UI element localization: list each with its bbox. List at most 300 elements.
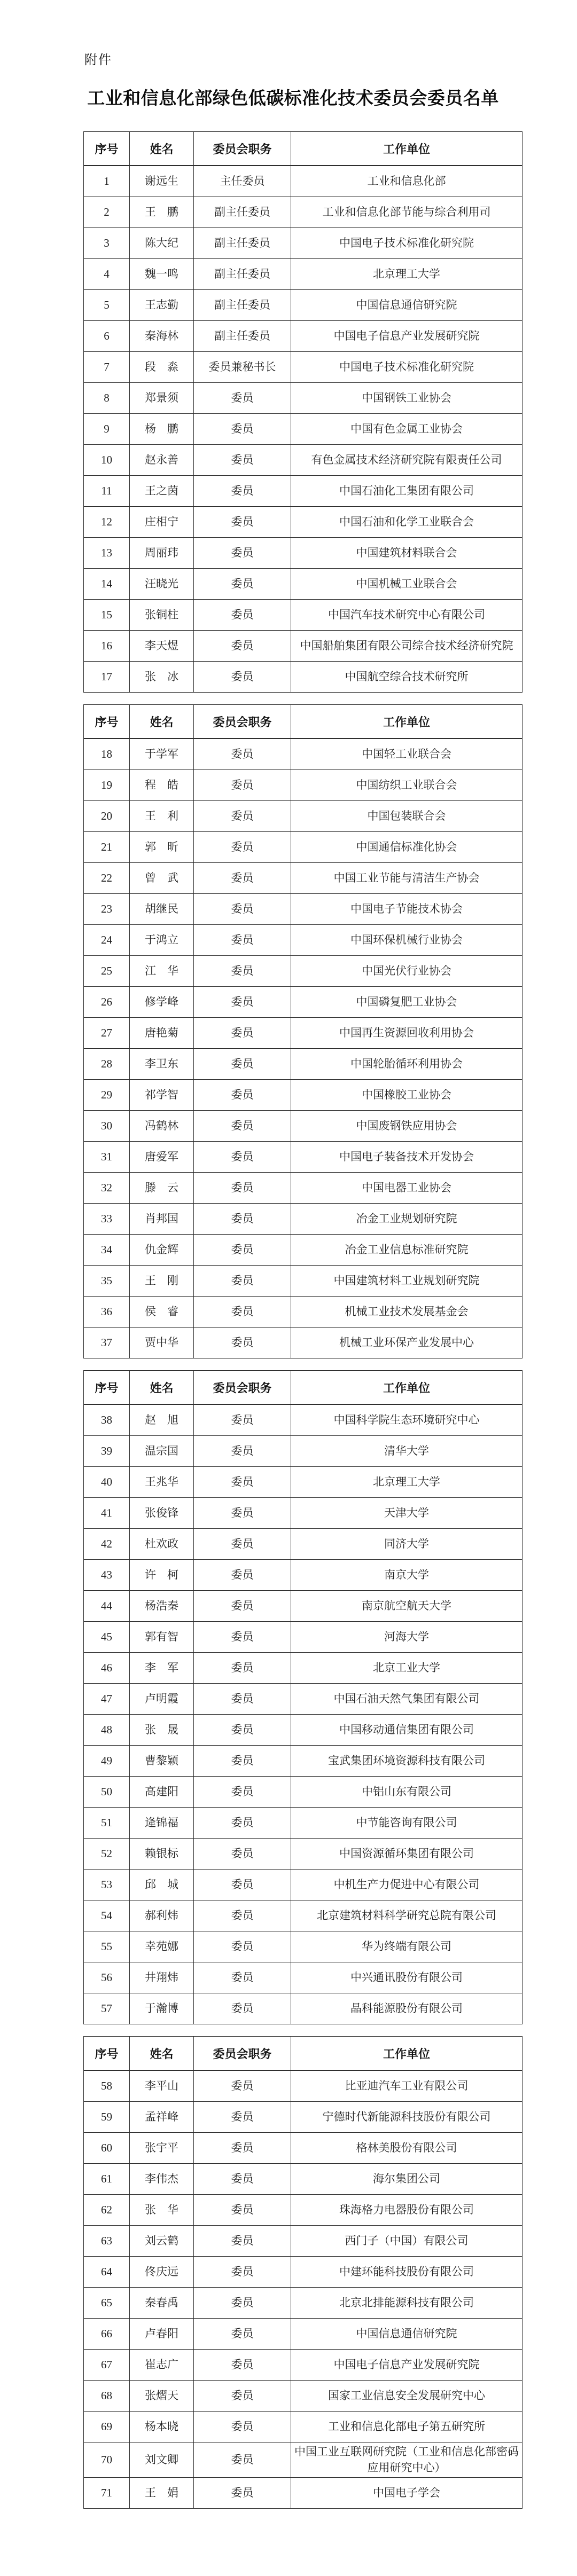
member-table-1 xyxy=(83,131,523,693)
cell-role: 副主任委员 xyxy=(194,197,291,228)
cell-seq: 61 xyxy=(84,2164,130,2195)
cell-role: 委员 xyxy=(194,1328,291,1358)
cell-seq: 29 xyxy=(84,1080,130,1111)
column-header: 序号 xyxy=(84,132,130,166)
cell-role: 委员 xyxy=(194,1266,291,1297)
cell-name: 邱 城 xyxy=(130,1870,194,1900)
cell-role: 委员 xyxy=(194,2226,291,2257)
cell-seq: 50 xyxy=(84,1777,130,1808)
table-row xyxy=(84,538,523,569)
cell-seq: 68 xyxy=(84,2381,130,2412)
table-row xyxy=(84,770,523,801)
cell-org: 北京理工大学 xyxy=(291,1467,523,1498)
cell-seq: 20 xyxy=(84,801,130,832)
cell-name: 张 华 xyxy=(130,2195,194,2226)
cell-org: 宁德时代新能源科技股份有限公司 xyxy=(291,2102,523,2133)
cell-org: 中国轻工业联合会 xyxy=(291,739,523,770)
cell-seq: 41 xyxy=(84,1498,130,1529)
cell-role: 委员 xyxy=(194,1808,291,1839)
table-row xyxy=(84,2350,523,2381)
table-row xyxy=(84,2070,523,2102)
cell-org: 中国船舶集团有限公司综合技术经济研究院 xyxy=(291,631,523,662)
table-header-row xyxy=(84,1371,523,1405)
cell-org: 南京航空航天大学 xyxy=(291,1591,523,1622)
cell-seq: 63 xyxy=(84,2226,130,2257)
cell-role: 委员 xyxy=(194,956,291,987)
table-row xyxy=(84,1204,523,1235)
cell-org: 中国工业节能与清洁生产协会 xyxy=(291,863,523,894)
cell-name: 温宗国 xyxy=(130,1436,194,1467)
cell-role: 委员 xyxy=(194,1529,291,1560)
cell-org: 北京工业大学 xyxy=(291,1653,523,1684)
column-header: 工作单位 xyxy=(291,1371,523,1405)
cell-name: 赖银标 xyxy=(130,1839,194,1870)
column-header: 姓名 xyxy=(130,2037,194,2071)
table-row xyxy=(84,1173,523,1204)
column-header: 序号 xyxy=(84,2037,130,2071)
cell-org: 中国建筑材料联合会 xyxy=(291,538,523,569)
table-row xyxy=(84,863,523,894)
cell-name: 贾中华 xyxy=(130,1328,194,1358)
cell-name: 于鸿立 xyxy=(130,925,194,956)
cell-org: 冶金工业规划研究院 xyxy=(291,1204,523,1235)
column-header: 姓名 xyxy=(130,705,194,739)
cell-seq: 15 xyxy=(84,600,130,631)
cell-role: 委员 xyxy=(194,832,291,863)
cell-name: 郭 昕 xyxy=(130,832,194,863)
cell-name: 王 鹏 xyxy=(130,197,194,228)
cell-org: 格林美股份有限公司 xyxy=(291,2133,523,2164)
cell-role: 委员 xyxy=(194,1591,291,1622)
cell-name: 杨浩秦 xyxy=(130,1591,194,1622)
cell-org: 中国建筑材料工业规划研究院 xyxy=(291,1266,523,1297)
cell-seq: 12 xyxy=(84,507,130,538)
cell-seq: 17 xyxy=(84,662,130,693)
cell-seq: 28 xyxy=(84,1049,130,1080)
cell-role: 委员 xyxy=(194,1931,291,1962)
cell-name: 修学峰 xyxy=(130,987,194,1018)
page-title: 工业和信息化部绿色低碳标准化技术委员会委员名单 xyxy=(87,88,499,108)
cell-seq: 33 xyxy=(84,1204,130,1235)
cell-role: 委员 xyxy=(194,2477,291,2508)
cell-seq: 60 xyxy=(84,2133,130,2164)
table-row xyxy=(84,352,523,383)
table-row xyxy=(84,2257,523,2288)
table-row xyxy=(84,2226,523,2257)
cell-org: 中机生产力促进中心有限公司 xyxy=(291,1870,523,1900)
cell-org: 中国有色金属工业协会 xyxy=(291,414,523,445)
cell-org: 珠海格力电器股份有限公司 xyxy=(291,2195,523,2226)
table-row xyxy=(84,1746,523,1777)
cell-org: 工业和信息化部节能与综合利用司 xyxy=(291,197,523,228)
member-table-4 xyxy=(83,2036,523,2509)
cell-org: 中国资源循环集团有限公司 xyxy=(291,1839,523,1870)
table-row xyxy=(84,1266,523,1297)
cell-org: 河海大学 xyxy=(291,1622,523,1653)
cell-role: 委员 xyxy=(194,1839,291,1870)
cell-seq: 52 xyxy=(84,1839,130,1870)
column-header: 委员会职务 xyxy=(194,2037,291,2071)
cell-seq: 8 xyxy=(84,383,130,414)
cell-name: 于瀚博 xyxy=(130,1993,194,2024)
cell-role: 委员 xyxy=(194,1993,291,2024)
cell-name: 汪晓光 xyxy=(130,569,194,600)
table-row xyxy=(84,2102,523,2133)
column-header: 工作单位 xyxy=(291,705,523,739)
cell-seq: 27 xyxy=(84,1018,130,1049)
cell-role: 委员 xyxy=(194,987,291,1018)
cell-name: 崔志广 xyxy=(130,2350,194,2381)
cell-seq: 70 xyxy=(84,2443,130,2478)
cell-seq: 13 xyxy=(84,538,130,569)
cell-org: 中国光伏行业协会 xyxy=(291,956,523,987)
table-row xyxy=(84,925,523,956)
cell-role: 委员 xyxy=(194,1777,291,1808)
cell-seq: 64 xyxy=(84,2257,130,2288)
column-header: 委员会职务 xyxy=(194,132,291,166)
cell-role: 委员 xyxy=(194,2319,291,2350)
cell-name: 张铜柱 xyxy=(130,600,194,631)
cell-role: 委员 xyxy=(194,1404,291,1436)
table-row xyxy=(84,1436,523,1467)
cell-seq: 44 xyxy=(84,1591,130,1622)
cell-org: 晶科能源股份有限公司 xyxy=(291,1993,523,2024)
cell-name: 刘云鹤 xyxy=(130,2226,194,2257)
cell-org: 中国再生资源回收利用协会 xyxy=(291,1018,523,1049)
cell-name: 肖邦国 xyxy=(130,1204,194,1235)
cell-org: 中节能咨询有限公司 xyxy=(291,1808,523,1839)
cell-name: 仇金辉 xyxy=(130,1235,194,1266)
cell-org: 中国电子信息产业发展研究院 xyxy=(291,2350,523,2381)
cell-org: 中国科学院生态环境研究中心 xyxy=(291,1404,523,1436)
cell-seq: 66 xyxy=(84,2319,130,2350)
cell-role: 委员 xyxy=(194,1049,291,1080)
member-table-2 xyxy=(83,704,523,1358)
cell-seq: 32 xyxy=(84,1173,130,1204)
table-row xyxy=(84,894,523,925)
cell-seq: 58 xyxy=(84,2070,130,2102)
cell-seq: 69 xyxy=(84,2412,130,2443)
table-row xyxy=(84,662,523,693)
cell-seq: 54 xyxy=(84,1900,130,1931)
cell-name: 李卫东 xyxy=(130,1049,194,1080)
cell-role: 委员 xyxy=(194,1204,291,1235)
table-header-row xyxy=(84,132,523,166)
table-row xyxy=(84,1328,523,1358)
cell-seq: 3 xyxy=(84,228,130,259)
cell-seq: 21 xyxy=(84,832,130,863)
cell-name: 周丽玮 xyxy=(130,538,194,569)
cell-role: 委员 xyxy=(194,1653,291,1684)
table-row xyxy=(84,1715,523,1746)
table-row xyxy=(84,1560,523,1591)
cell-name: 胡继民 xyxy=(130,894,194,925)
cell-org: 中国电子信息产业发展研究院 xyxy=(291,321,523,352)
cell-org: 南京大学 xyxy=(291,1560,523,1591)
cell-seq: 7 xyxy=(84,352,130,383)
cell-role: 主任委员 xyxy=(194,166,291,197)
cell-seq: 30 xyxy=(84,1111,130,1142)
cell-role: 委员 xyxy=(194,863,291,894)
cell-role: 委员 xyxy=(194,383,291,414)
cell-role: 委员 xyxy=(194,507,291,538)
cell-org: 中国橡胶工业协会 xyxy=(291,1080,523,1111)
table-row xyxy=(84,414,523,445)
cell-role: 委员 xyxy=(194,2257,291,2288)
cell-role: 委员 xyxy=(194,1235,291,1266)
cell-name: 王 利 xyxy=(130,801,194,832)
table-row xyxy=(84,987,523,1018)
table-row xyxy=(84,739,523,770)
cell-seq: 34 xyxy=(84,1235,130,1266)
cell-seq: 5 xyxy=(84,290,130,321)
cell-org: 中国电器工业协会 xyxy=(291,1173,523,1204)
cell-seq: 55 xyxy=(84,1931,130,1962)
cell-org: 中国废钢铁应用协会 xyxy=(291,1111,523,1142)
table-row xyxy=(84,1111,523,1142)
cell-org: 天津大学 xyxy=(291,1498,523,1529)
cell-role: 委员兼秘书长 xyxy=(194,352,291,383)
cell-seq: 53 xyxy=(84,1870,130,1900)
cell-name: 高建阳 xyxy=(130,1777,194,1808)
cell-org: 中国电子装备技术开发协会 xyxy=(291,1142,523,1173)
cell-org: 中国电子技术标准化研究院 xyxy=(291,228,523,259)
cell-name: 王 娟 xyxy=(130,2477,194,2508)
cell-org: 宝武集团环境资源科技有限公司 xyxy=(291,1746,523,1777)
cell-seq: 39 xyxy=(84,1436,130,1467)
cell-org: 机械工业技术发展基金会 xyxy=(291,1297,523,1328)
cell-seq: 23 xyxy=(84,894,130,925)
cell-org: 中国磷复肥工业协会 xyxy=(291,987,523,1018)
table-row xyxy=(84,1529,523,1560)
table-row xyxy=(84,1049,523,1080)
cell-seq: 4 xyxy=(84,259,130,290)
cell-org: 机械工业环保产业发展中心 xyxy=(291,1328,523,1358)
cell-role: 委员 xyxy=(194,770,291,801)
cell-role: 委员 xyxy=(194,2381,291,2412)
cell-org: 北京北排能源科技有限公司 xyxy=(291,2288,523,2319)
table-row xyxy=(84,1142,523,1173)
cell-role: 委员 xyxy=(194,2164,291,2195)
table-row xyxy=(84,228,523,259)
table-row xyxy=(84,1080,523,1111)
cell-role: 委员 xyxy=(194,2288,291,2319)
member-table-3 xyxy=(83,1370,523,2024)
cell-org: 有色金属技术经济研究院有限责任公司 xyxy=(291,445,523,476)
cell-name: 杨 鹏 xyxy=(130,414,194,445)
cell-seq: 49 xyxy=(84,1746,130,1777)
table-row xyxy=(84,600,523,631)
column-header: 序号 xyxy=(84,1371,130,1405)
cell-role: 委员 xyxy=(194,739,291,770)
cell-role: 副主任委员 xyxy=(194,259,291,290)
cell-org: 国家工业信息安全发展研究中心 xyxy=(291,2381,523,2412)
cell-org: 中国轮胎循环利用协会 xyxy=(291,1049,523,1080)
attachment-label: 附件 xyxy=(84,53,112,67)
cell-seq: 9 xyxy=(84,414,130,445)
table-row xyxy=(84,1467,523,1498)
cell-org: 同济大学 xyxy=(291,1529,523,1560)
cell-role: 副主任委员 xyxy=(194,228,291,259)
cell-role: 委员 xyxy=(194,801,291,832)
cell-org: 西门子（中国）有限公司 xyxy=(291,2226,523,2257)
cell-org: 中国石油和化学工业联合会 xyxy=(291,507,523,538)
cell-role: 委员 xyxy=(194,1684,291,1715)
cell-name: 张 晟 xyxy=(130,1715,194,1746)
cell-seq: 35 xyxy=(84,1266,130,1297)
cell-role: 委员 xyxy=(194,1622,291,1653)
table-row xyxy=(84,1931,523,1962)
cell-seq: 22 xyxy=(84,863,130,894)
table-row xyxy=(84,383,523,414)
cell-org: 中建环能科技股份有限公司 xyxy=(291,2257,523,2288)
cell-name: 佟庆远 xyxy=(130,2257,194,2288)
cell-role: 委员 xyxy=(194,894,291,925)
table-row xyxy=(84,1622,523,1653)
table-row xyxy=(84,1962,523,1993)
cell-name: 逄锦福 xyxy=(130,1808,194,1839)
cell-seq: 40 xyxy=(84,1467,130,1498)
table-row xyxy=(84,2412,523,2443)
cell-name: 李伟杰 xyxy=(130,2164,194,2195)
cell-seq: 46 xyxy=(84,1653,130,1684)
cell-seq: 71 xyxy=(84,2477,130,2508)
cell-seq: 14 xyxy=(84,569,130,600)
table-row xyxy=(84,197,523,228)
cell-seq: 16 xyxy=(84,631,130,662)
cell-name: 唐爱军 xyxy=(130,1142,194,1173)
cell-role: 委员 xyxy=(194,538,291,569)
table-row xyxy=(84,2164,523,2195)
cell-org: 中国石油天然气集团有限公司 xyxy=(291,1684,523,1715)
cell-name: 庄相宁 xyxy=(130,507,194,538)
table-row xyxy=(84,2133,523,2164)
table-row xyxy=(84,569,523,600)
table-row xyxy=(84,290,523,321)
cell-name: 李天煜 xyxy=(130,631,194,662)
cell-name: 杜欢政 xyxy=(130,1529,194,1560)
cell-role: 委员 xyxy=(194,1962,291,1993)
table-row xyxy=(84,801,523,832)
cell-org: 中兴通讯股份有限公司 xyxy=(291,1962,523,1993)
cell-seq: 47 xyxy=(84,1684,130,1715)
cell-name: 曾 武 xyxy=(130,863,194,894)
cell-role: 委员 xyxy=(194,2195,291,2226)
column-header: 工作单位 xyxy=(291,132,523,166)
cell-org: 中国信息通信研究院 xyxy=(291,290,523,321)
cell-name: 李 军 xyxy=(130,1653,194,1684)
table-row xyxy=(84,1684,523,1715)
cell-org: 海尔集团公司 xyxy=(291,2164,523,2195)
cell-org: 中国环保机械行业协会 xyxy=(291,925,523,956)
cell-role: 委员 xyxy=(194,569,291,600)
cell-role: 委员 xyxy=(194,1111,291,1142)
cell-org: 冶金工业信息标准研究院 xyxy=(291,1235,523,1266)
cell-role: 委员 xyxy=(194,1715,291,1746)
cell-role: 委员 xyxy=(194,414,291,445)
cell-org: 中国机械工业联合会 xyxy=(291,569,523,600)
cell-org: 中国通信标准化协会 xyxy=(291,832,523,863)
table-row xyxy=(84,1498,523,1529)
table-row xyxy=(84,832,523,863)
cell-org: 北京理工大学 xyxy=(291,259,523,290)
cell-org: 中国石油化工集团有限公司 xyxy=(291,476,523,507)
cell-role: 委员 xyxy=(194,2133,291,2164)
table-row xyxy=(84,476,523,507)
table-row xyxy=(84,1297,523,1328)
cell-name: 秦海林 xyxy=(130,321,194,352)
cell-seq: 31 xyxy=(84,1142,130,1173)
cell-name: 张宇平 xyxy=(130,2133,194,2164)
cell-org: 工业和信息化部 xyxy=(291,166,523,197)
cell-name: 孟祥峰 xyxy=(130,2102,194,2133)
cell-org: 中国汽车技术研究中心有限公司 xyxy=(291,600,523,631)
cell-name: 张 冰 xyxy=(130,662,194,693)
cell-name: 王之茵 xyxy=(130,476,194,507)
table-row xyxy=(84,1653,523,1684)
cell-role: 委员 xyxy=(194,1297,291,1328)
column-header: 姓名 xyxy=(130,1371,194,1405)
cell-name: 秦春禹 xyxy=(130,2288,194,2319)
table-row xyxy=(84,956,523,987)
table-row xyxy=(84,2288,523,2319)
cell-name: 井翔炜 xyxy=(130,1962,194,1993)
cell-org: 中国纺织工业联合会 xyxy=(291,770,523,801)
table-row xyxy=(84,166,523,197)
column-header: 委员会职务 xyxy=(194,705,291,739)
cell-role: 委员 xyxy=(194,2412,291,2443)
table-header-row xyxy=(84,705,523,739)
table-row xyxy=(84,1870,523,1900)
column-header: 序号 xyxy=(84,705,130,739)
column-header: 工作单位 xyxy=(291,2037,523,2071)
cell-seq: 65 xyxy=(84,2288,130,2319)
cell-seq: 24 xyxy=(84,925,130,956)
cell-seq: 38 xyxy=(84,1404,130,1436)
cell-name: 王志勤 xyxy=(130,290,194,321)
cell-name: 冯鹤林 xyxy=(130,1111,194,1142)
cell-name: 陈大纪 xyxy=(130,228,194,259)
table-row xyxy=(84,1235,523,1266)
cell-seq: 57 xyxy=(84,1993,130,2024)
cell-name: 赵 旭 xyxy=(130,1404,194,1436)
cell-role: 委员 xyxy=(194,1436,291,1467)
cell-org: 中国电子学会 xyxy=(291,2477,523,2508)
member-tables xyxy=(83,131,519,2520)
table-row xyxy=(84,2443,523,2478)
cell-name: 郝利炜 xyxy=(130,1900,194,1931)
cell-role: 委员 xyxy=(194,600,291,631)
cell-name: 郑景须 xyxy=(130,383,194,414)
cell-role: 委员 xyxy=(194,1560,291,1591)
cell-org: 清华大学 xyxy=(291,1436,523,1467)
cell-seq: 26 xyxy=(84,987,130,1018)
cell-seq: 25 xyxy=(84,956,130,987)
cell-role: 委员 xyxy=(194,476,291,507)
cell-name: 幸苑娜 xyxy=(130,1931,194,1962)
cell-name: 张俊锋 xyxy=(130,1498,194,1529)
table-row xyxy=(84,1900,523,1931)
cell-role: 委员 xyxy=(194,2070,291,2102)
cell-role: 委员 xyxy=(194,1746,291,1777)
table-row xyxy=(84,2319,523,2350)
cell-seq: 51 xyxy=(84,1808,130,1839)
cell-role: 委员 xyxy=(194,1467,291,1498)
table-row xyxy=(84,1777,523,1808)
cell-seq: 43 xyxy=(84,1560,130,1591)
cell-org: 华为终端有限公司 xyxy=(291,1931,523,1962)
cell-seq: 6 xyxy=(84,321,130,352)
